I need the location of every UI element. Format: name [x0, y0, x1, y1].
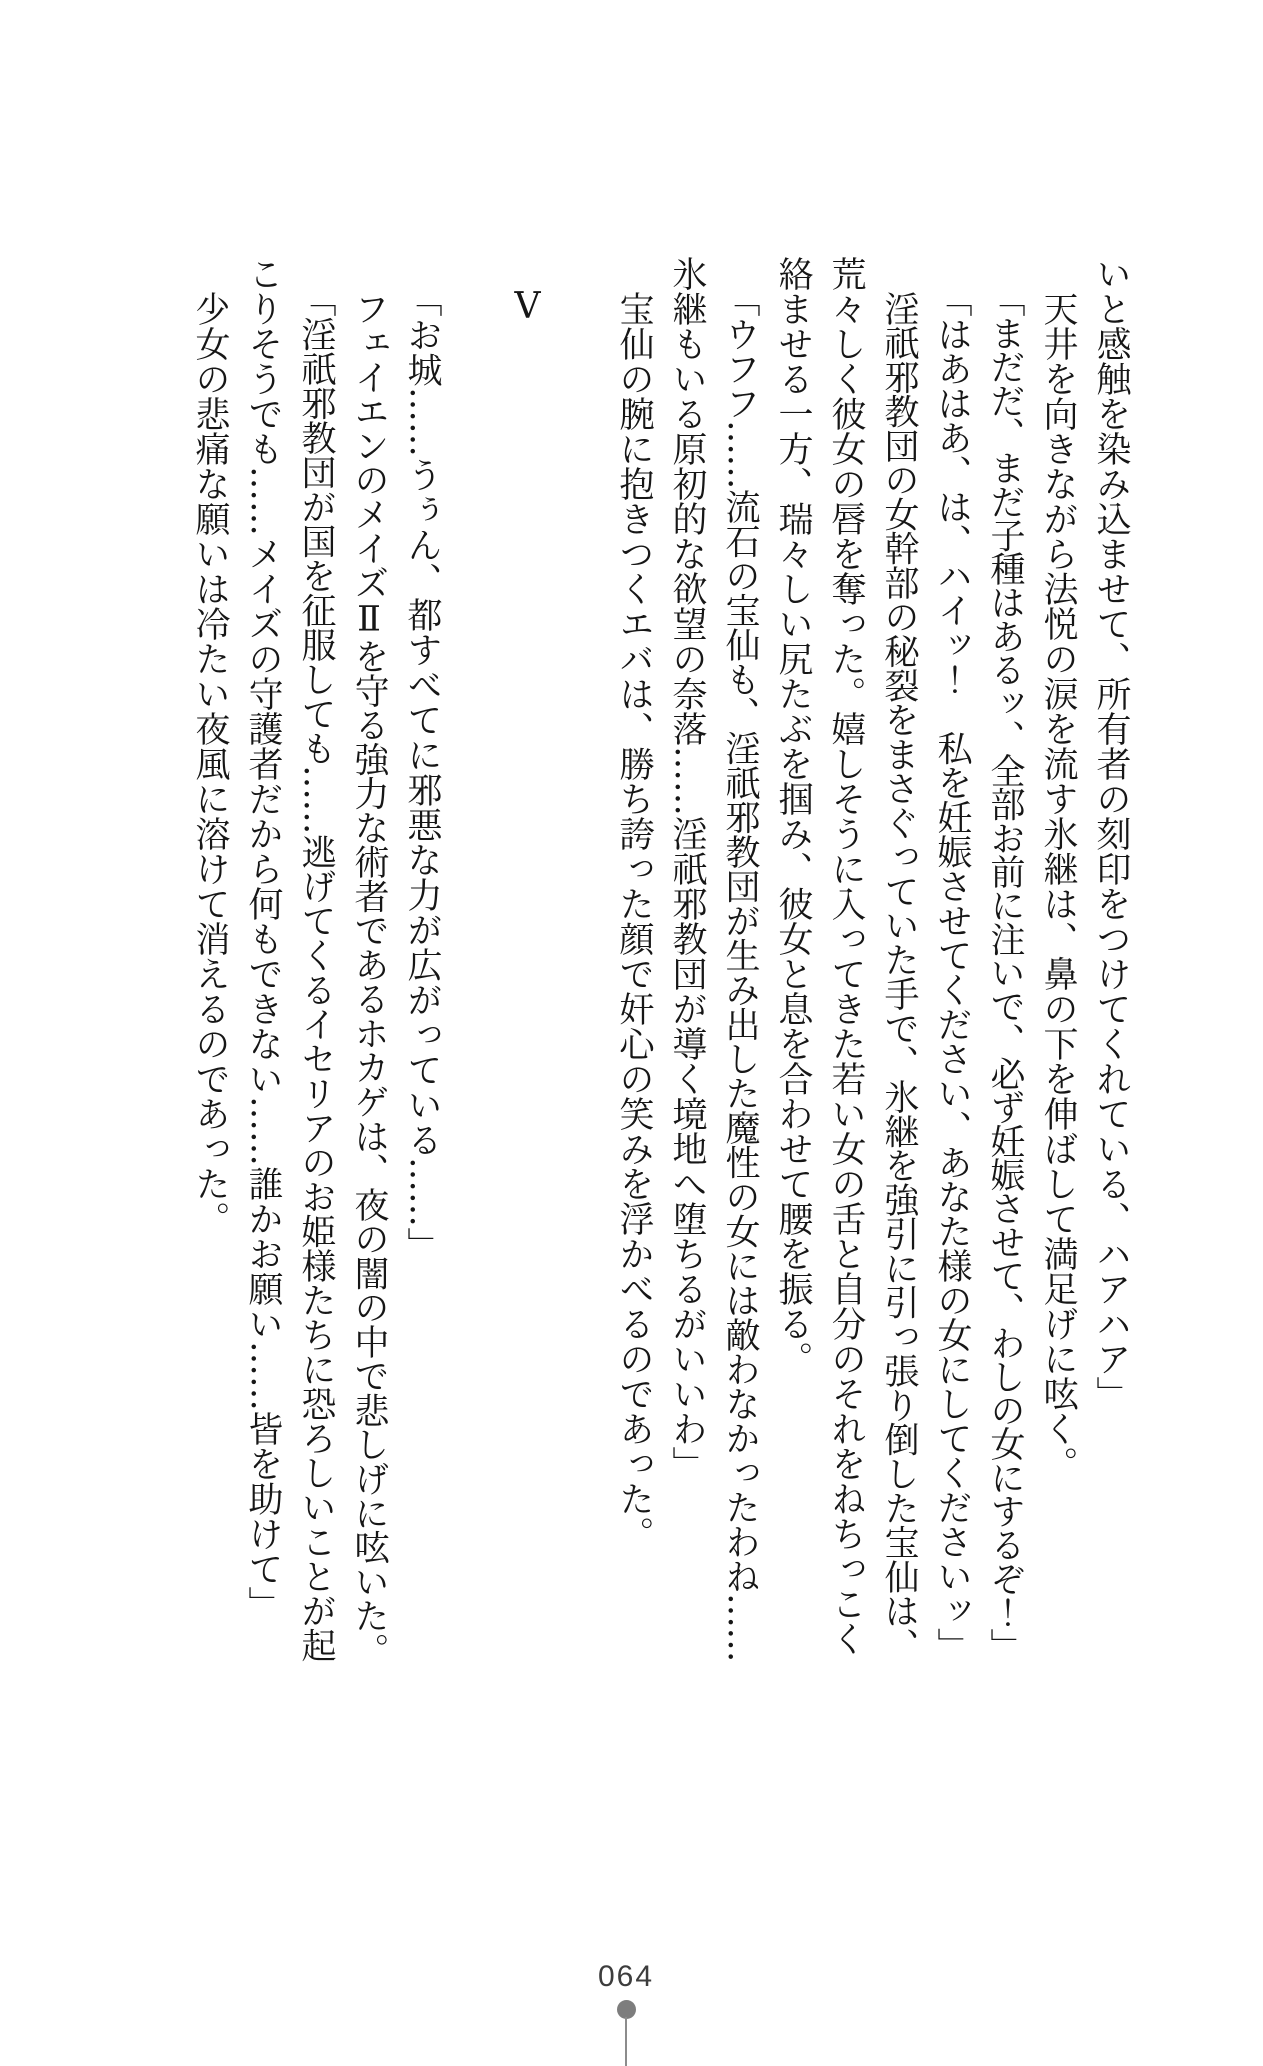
- text-line: 氷継もいる原初的な欲望の奈落……淫祇邪教団が導く境地へ堕ちるがいいわ」: [667, 256, 707, 1481]
- text-line: 「はあはあ、は、ハイッ！ 私を妊娠させてください、あなた様の女にしてくださいッ」: [932, 282, 972, 1662]
- text-line: 「お城……うぅん、都すべてに邪悪な力が広がっている……」: [402, 282, 442, 1262]
- text-line: 「まだだ、まだ子種はあるッ、全部お前に注いで、必ず妊娠させて、わしの女にするぞ！」: [985, 282, 1025, 1663]
- text-line: フェイエンのメイズⅡを守る強力な術者であるホカゲは、夜の闇の中で悲しげに呟いた。: [349, 291, 389, 1667]
- text-line: 宝仙の腕に抱きつくエバは、勝ち誇った顔で奸心の笑みを浮かべるのであった。: [614, 291, 654, 1551]
- section-heading: V: [507, 286, 548, 327]
- text-line: 淫祇邪教団の女幹部の秘裂をまさぐっていた手で、氷継を強引に引っ張り倒した宝仙は、: [879, 291, 919, 1662]
- page-text: [183, 256, 1137, 1667]
- text-line: 絡ませる一方、瑞々しい尻たぶを掴み、彼女と息を合わせて腰を振る。: [773, 256, 813, 1376]
- footer-rule: [625, 2017, 627, 2066]
- text-line: 「淫祇邪教団が国を征服しても……逃げてくるイセリアのお姫様たちに恐ろしいことが起: [296, 282, 336, 1662]
- text-line: 荒々しく彼女の唇を奪った。嬉しそうに入ってきた若い女の舌と自分のそれをねちっこく: [826, 256, 866, 1656]
- page-number: 064: [597, 1960, 655, 1993]
- text-line: いと感触を染み込ませて、所有者の刻印をつけてくれている、ハアハア」: [1091, 256, 1131, 1411]
- text-line: 天井を向きながら法悦の涙を流す氷継は、鼻の下を伸ばして満足げに呟く。: [1038, 291, 1078, 1481]
- text-line: 「ウフフ……流石の宝仙も、淫祇邪教団が生み出した魔性の女には敵わなかったわね……: [720, 282, 760, 1662]
- text-line: こりそうでも……メイズの守護者だから何もできない……誰かお願い……皆を助けて」: [243, 256, 283, 1621]
- text-line: 少女の悲痛な願いは冷たい夜風に溶けて消えるのであった。: [190, 291, 230, 1236]
